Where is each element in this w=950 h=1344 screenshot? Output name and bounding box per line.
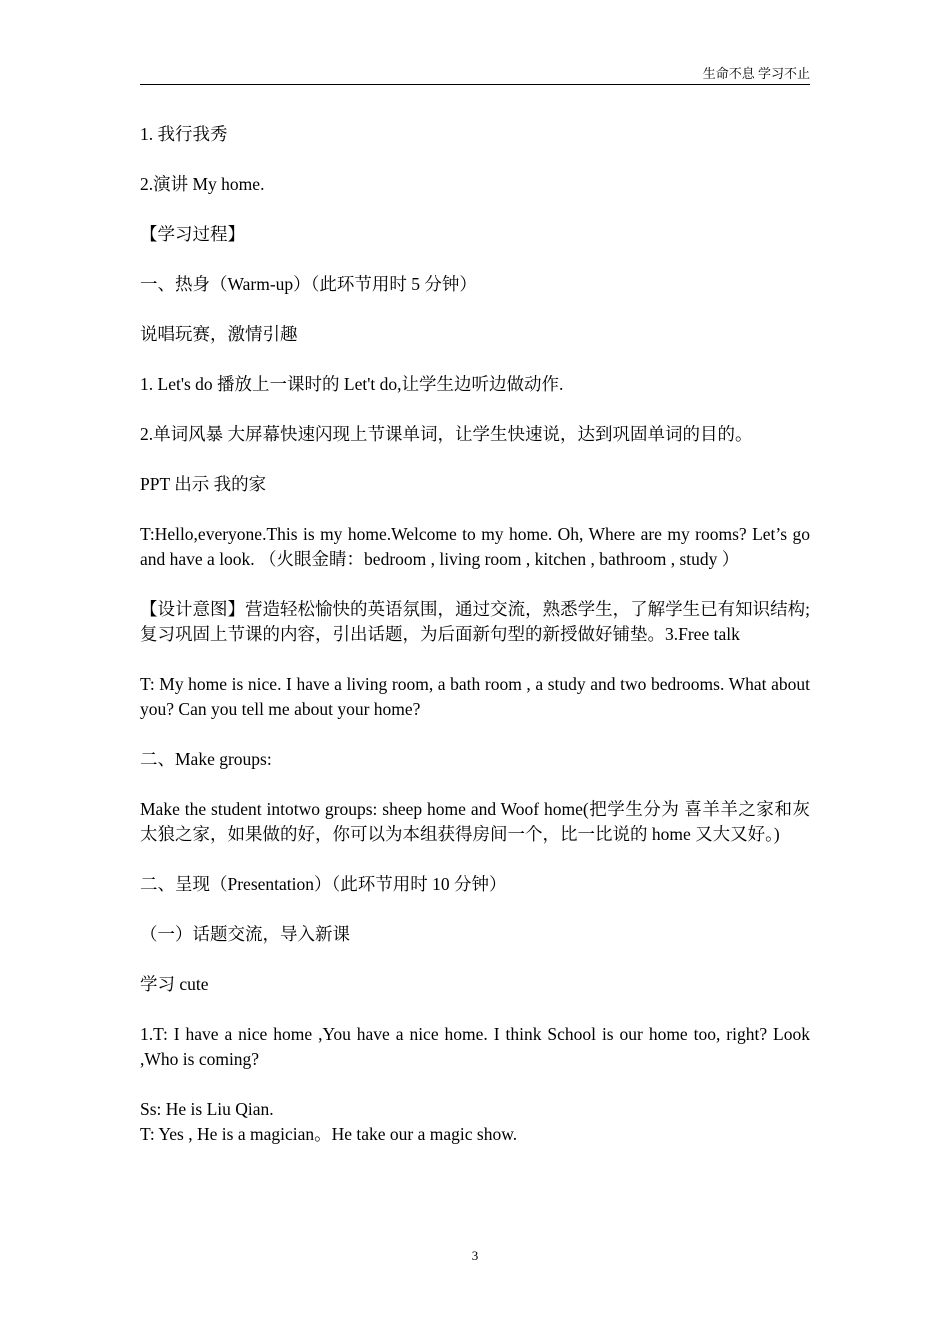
paragraph: （一）话题交流，导入新课 bbox=[140, 924, 350, 944]
paragraph: 【学习过程】 bbox=[140, 224, 245, 244]
document-body bbox=[140, 122, 810, 1172]
paragraph: 一、热身（Warm-up）（此环节用时 5 分钟） bbox=[140, 274, 477, 294]
paragraph: 二、Make groups: bbox=[140, 749, 272, 769]
paragraph: 说唱玩赛，激情引趣 bbox=[140, 324, 298, 344]
paragraph: 1. Let's do 播放上一课时的 Let't do,让学生边听边做动作. bbox=[140, 374, 564, 394]
paragraph: T: Yes , He is a magician。He take our a magic show. bbox=[140, 1124, 518, 1144]
page-header: 生命不息 学习不止 bbox=[140, 66, 810, 85]
paragraph: T: My home is nice. I have a living room, a bath room , a study and two bedrooms. What about you? Can you tell me about your home? bbox=[140, 674, 810, 719]
paragraph: 【设计意图】营造轻松愉快的英语氛围，通过交流，熟悉学生，了解学生已有知识结构; 复习巩固上节课的内容，引出话题，为后面新句型的新授做好铺垫。3.Free talk bbox=[140, 599, 810, 644]
paragraph: 1.T: I have a nice home ,You have a nice home. I think School is our home too, right? Look ,Who is coming? bbox=[140, 1024, 810, 1069]
paragraph: 1. 我行我秀 bbox=[140, 124, 228, 144]
paragraph: PPT 出示 我的家 bbox=[140, 474, 267, 494]
paragraph: Ss: He is Liu Qian. bbox=[140, 1099, 274, 1119]
paragraph: 2.单词风暴 大屏幕快速闪现上节课单词，让学生快速说，达到巩固单词的目的。 bbox=[140, 424, 753, 444]
page-number: 3 bbox=[471, 1248, 479, 1263]
paragraph: T:Hello,everyone.This is my home.Welcome to my home. Oh, Where are my rooms? Let’s go and have a look. （火眼金睛：bedroom , living room , kitchen , bathroom , study ） bbox=[140, 524, 810, 569]
paragraph: Make the student intotwo groups: sheep home and Woof home(把学生分为 喜羊羊之家和灰太狼之家，如果做的好，你可以为本组获得房间一个，比一比说的 home 又大又好。) bbox=[140, 799, 810, 844]
paragraph: 2.演讲 My home. bbox=[140, 174, 265, 194]
paragraph: 学习 cute bbox=[140, 974, 209, 994]
paragraph: 二、呈现（Presentation）（此环节用时 10 分钟） bbox=[140, 874, 507, 894]
